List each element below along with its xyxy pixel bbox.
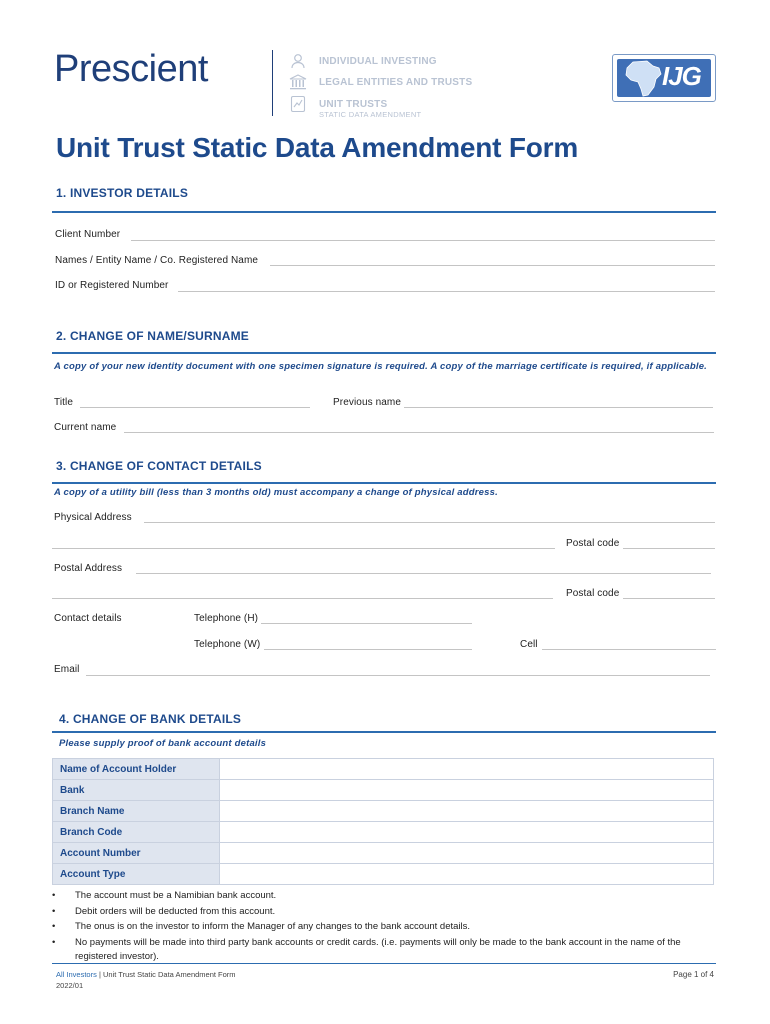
section-heading-bank-details: 4. CHANGE OF BANK DETAILS	[59, 712, 242, 726]
physical-address-field[interactable]	[144, 522, 715, 523]
branch-name-label: Branch Name	[53, 801, 220, 822]
africa-map-icon	[621, 59, 667, 99]
section-rule	[52, 731, 716, 733]
section-rule	[52, 482, 716, 484]
nav-individual-investing	[288, 53, 437, 69]
bullet: •	[52, 921, 56, 932]
branch-code-field[interactable]	[220, 822, 714, 843]
postal-code-label: Postal code	[566, 538, 620, 549]
bank-label: Bank	[53, 780, 220, 801]
footer-audience: All Investors	[56, 970, 97, 979]
cell-field[interactable]	[542, 649, 716, 650]
bank-conditions-list	[50, 889, 716, 965]
nav-label: LEGAL ENTITIES AND TRUSTS	[319, 76, 473, 88]
table-row	[53, 759, 714, 780]
list-item	[50, 889, 716, 903]
physical-address-field-line-2[interactable]	[52, 548, 555, 549]
account-number-label: Account Number	[53, 843, 220, 864]
section-rule	[52, 352, 716, 354]
telephone-work-field[interactable]	[264, 649, 472, 650]
institution-icon	[288, 74, 308, 90]
chart-document-icon	[288, 96, 308, 112]
names-label: Names / Entity Name / Co. Registered Name	[55, 255, 259, 266]
telephone-work-label: Telephone (W)	[194, 639, 261, 650]
bank-note: Please supply proof of bank account details	[59, 738, 267, 749]
table-row	[53, 780, 714, 801]
account-number-field[interactable]	[220, 843, 714, 864]
footer-separator: |	[98, 970, 101, 979]
bullet: •	[52, 936, 56, 948]
contact-change-note: A copy of a utility bill (less than 3 months old) must accompany a change of physical address.	[54, 487, 498, 498]
ijg-logo-text: IJG	[662, 61, 701, 91]
branch-name-field[interactable]	[220, 801, 714, 822]
title-label: Title	[54, 397, 74, 408]
footer-document-info	[56, 970, 236, 979]
account-holder-label: Name of Account Holder	[53, 759, 220, 780]
postal-postal-code-field[interactable]	[623, 598, 715, 599]
id-number-label: ID or Registered Number	[55, 280, 169, 291]
email-field[interactable]	[86, 675, 710, 676]
account-holder-field[interactable]	[220, 759, 714, 780]
header-divider	[272, 50, 273, 116]
ijg-logo	[612, 54, 716, 102]
client-number-label: Client Number	[55, 229, 121, 240]
physical-address-label: Physical Address	[54, 512, 132, 523]
previous-name-field[interactable]	[404, 407, 713, 408]
section-heading-change-of-name: 2. CHANGE OF NAME/SURNAME	[56, 329, 250, 343]
list-item	[50, 936, 716, 964]
bullet: •	[52, 905, 56, 917]
account-type-field[interactable]	[220, 864, 714, 885]
id-number-field[interactable]	[178, 291, 715, 292]
postal-address-field-line-2[interactable]	[52, 598, 553, 599]
list-item-text: No payments will be made into third party bank accounts or credit cards. (i.e. payments will only be made to the bank account in the name of the registered investor).	[75, 936, 681, 962]
footer-doc-name: Unit Trust Static Data Amendment Form	[103, 970, 236, 979]
title-field[interactable]	[80, 407, 310, 408]
section-rule	[52, 211, 716, 213]
postal-code-label: Postal code	[566, 588, 620, 599]
name-change-note: A copy of your new identity document with one specimen signature is required. A copy of the marriage certificate is required, if applicable.	[54, 361, 708, 372]
client-number-field[interactable]	[131, 240, 715, 241]
cell-label: Cell	[520, 639, 538, 650]
person-icon	[288, 53, 308, 69]
prescient-logo: Prescient	[54, 48, 208, 90]
previous-name-label: Previous name	[333, 397, 401, 408]
bank-details-table	[52, 758, 714, 885]
current-name-label: Current name	[54, 422, 117, 433]
table-row	[53, 864, 714, 885]
bank-field[interactable]	[220, 780, 714, 801]
email-label: Email	[54, 664, 80, 675]
account-type-label: Account Type	[53, 864, 220, 885]
physical-postal-code-field[interactable]	[623, 548, 715, 549]
nav-label: UNIT TRUSTS	[319, 98, 388, 110]
section-heading-investor-details: 1. INVESTOR DETAILS	[56, 186, 189, 200]
list-item-text: The onus is on the investor to inform the Manager of any changes to the bank account details.	[75, 921, 471, 932]
nav-legal-entities	[288, 74, 472, 90]
current-name-field[interactable]	[124, 432, 714, 433]
list-item	[50, 905, 716, 919]
telephone-home-label: Telephone (H)	[194, 613, 259, 624]
telephone-home-field[interactable]	[261, 623, 472, 624]
postal-address-label: Postal Address	[54, 563, 123, 574]
nav-subtitle: STATIC DATA AMENDMENT	[319, 110, 422, 119]
list-item-text: The account must be a Namibian bank account.	[75, 890, 277, 901]
nav-label: INDIVIDUAL INVESTING	[319, 55, 437, 67]
branch-code-label: Branch Code	[53, 822, 220, 843]
table-row	[53, 822, 714, 843]
list-item-text: Debit orders will be deducted from this account.	[75, 905, 276, 917]
table-row	[53, 801, 714, 822]
footer-date: 2022/01	[56, 981, 84, 990]
list-item	[50, 920, 716, 934]
names-field[interactable]	[270, 265, 715, 266]
footer-rule	[52, 963, 716, 964]
page-title: Unit Trust Static Data Amendment Form	[56, 132, 579, 163]
contact-details-label: Contact details	[54, 613, 122, 624]
table-row	[53, 843, 714, 864]
page-number: Page 1 of 4	[673, 970, 714, 979]
postal-address-field[interactable]	[136, 573, 711, 574]
bullet: •	[52, 890, 56, 901]
section-heading-contact-details: 3. CHANGE OF CONTACT DETAILS	[56, 459, 262, 473]
